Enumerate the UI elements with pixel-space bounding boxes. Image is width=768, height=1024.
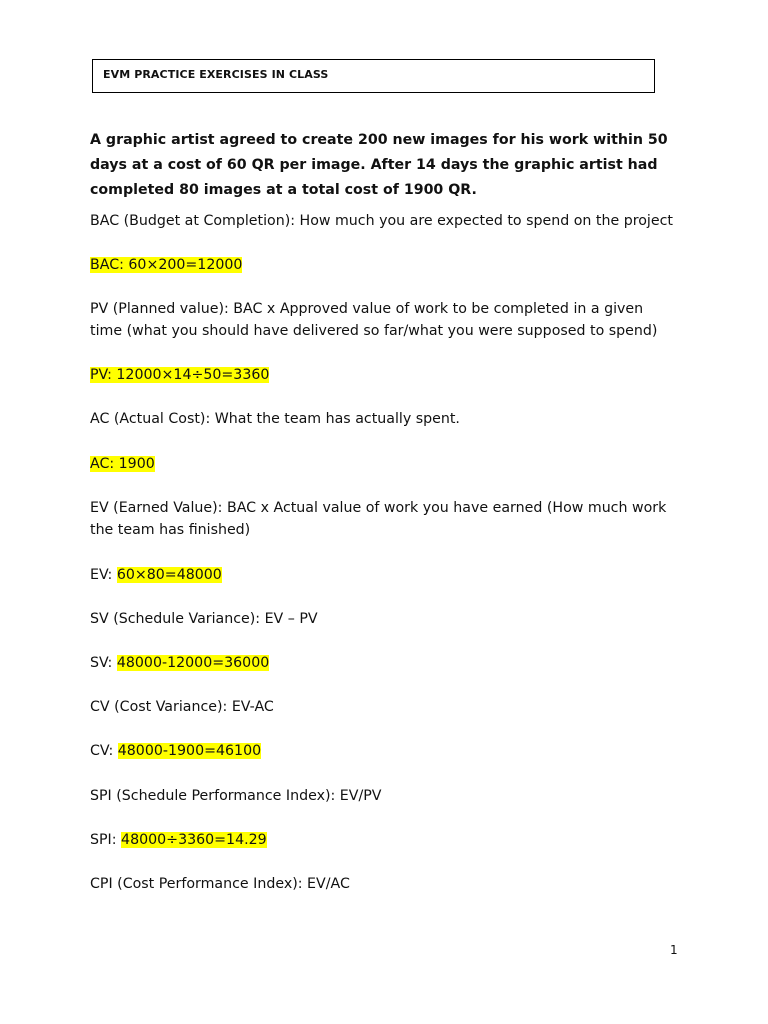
ac-answer-line bbox=[90, 453, 690, 475]
pv-answer: PV: 12000×14÷50=3360 bbox=[90, 367, 270, 383]
spi-definition: SPI (Schedule Performance Index): EV/PV bbox=[90, 788, 382, 804]
bac-definition: BAC (Budget at Completion): How much you are expected to spend on the project bbox=[90, 213, 673, 229]
bac-answer-line bbox=[90, 254, 690, 276]
sv-answer-label: SV: bbox=[90, 655, 117, 671]
page-number: 1 bbox=[670, 943, 678, 957]
title-box bbox=[92, 59, 655, 93]
problem-statement: A graphic artist agreed to create 200 new images for his work within 50 days at a cost of 60 QR per image. After 14 days the graphic artist had completed 80 images at a total cost of 1900 QR. bbox=[90, 132, 668, 198]
cv-answer-value: 48000-1900=46100 bbox=[117, 743, 262, 759]
sv-answer-line bbox=[90, 652, 690, 674]
cv-answer-line bbox=[90, 740, 690, 762]
spi-answer-line bbox=[90, 829, 690, 851]
ac-answer: AC: 1900 bbox=[90, 456, 155, 472]
ac-definition: AC (Actual Cost): What the team has actually spent. bbox=[90, 411, 460, 427]
spi-answer-value: 48000÷3360=14.29 bbox=[121, 832, 267, 848]
ev-answer-line bbox=[90, 564, 690, 586]
cpi-definition: CPI (Cost Performance Index): EV/AC bbox=[90, 876, 350, 892]
ev-definition: EV (Earned Value): BAC x Actual value of work you have earned (How much work the team has finished) bbox=[90, 500, 667, 538]
ev-answer-label: EV: bbox=[90, 567, 117, 583]
pv-answer-line bbox=[90, 364, 690, 386]
cv-definition: CV (Cost Variance): EV-AC bbox=[90, 699, 274, 715]
pv-definition: PV (Planned value): BAC x Approved value of work to be completed in a given time (what you should have delivered so far/what you were supposed to spend) bbox=[90, 301, 658, 339]
cv-answer-label: CV: bbox=[90, 743, 118, 759]
document-title: EVM PRACTICE EXERCISES IN CLASS bbox=[103, 68, 329, 81]
ev-answer-value: 60×80=48000 bbox=[116, 567, 222, 583]
sv-answer-value: 48000-12000=36000 bbox=[116, 655, 270, 671]
spi-answer-label: SPI: bbox=[90, 832, 122, 848]
sv-definition: SV (Schedule Variance): EV – PV bbox=[90, 611, 318, 627]
bac-answer: BAC: 60×200=12000 bbox=[90, 257, 243, 273]
